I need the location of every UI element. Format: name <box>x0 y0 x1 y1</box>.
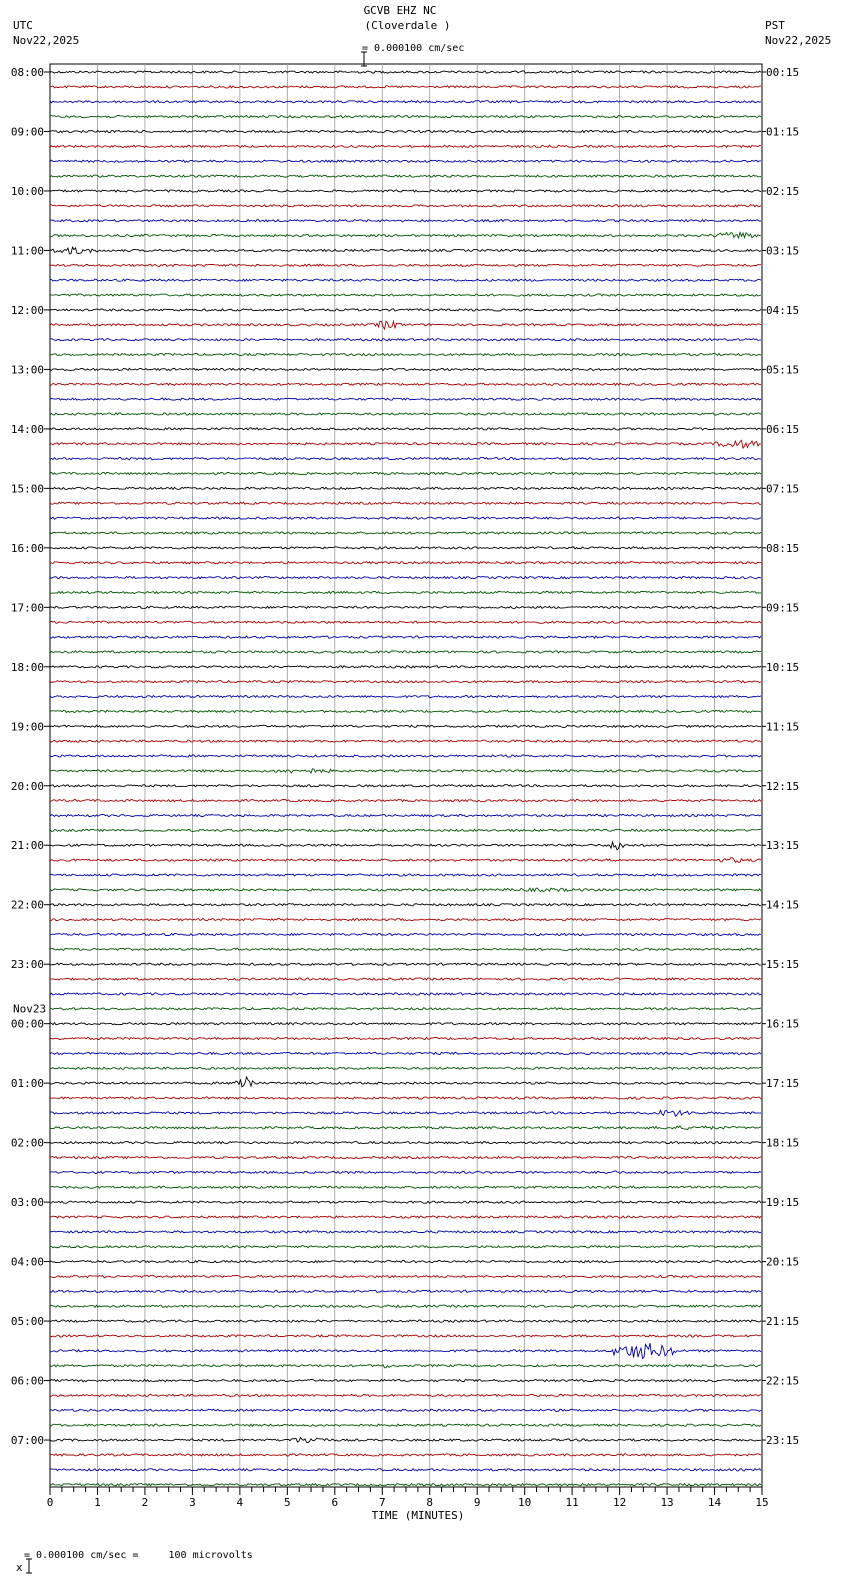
left-timezone: UTC <box>13 19 33 32</box>
trace-line <box>50 1216 761 1218</box>
trace-line <box>50 562 761 564</box>
pst-hour-label: 02:15 <box>766 184 800 198</box>
trace-line <box>50 695 761 697</box>
pst-hour-label: 21:15 <box>766 1315 800 1329</box>
utc-hour-label: 05:00 <box>10 1315 44 1329</box>
trace-line <box>50 1067 761 1069</box>
x-tick-label: 14 <box>707 1496 722 1509</box>
x-tick-label: 9 <box>473 1496 481 1509</box>
trace-line <box>50 116 761 118</box>
pst-hour-label: 22:15 <box>766 1374 800 1388</box>
trace-line <box>50 1409 761 1411</box>
trace-line <box>50 740 761 742</box>
trace-line <box>50 933 761 935</box>
x-tick-label: 6 <box>331 1496 339 1509</box>
station-title: GCVB EHZ NC <box>363 4 437 17</box>
trace-line <box>50 294 761 296</box>
x-tick-label: 1 <box>94 1496 101 1509</box>
trace-line <box>50 1008 761 1010</box>
trace-line <box>50 710 761 712</box>
utc-hour-label: 12:00 <box>10 303 44 317</box>
pst-hour-label: 07:15 <box>766 482 800 496</box>
utc-hour-label: 21:00 <box>10 839 44 853</box>
left-date: Nov22,2025 <box>13 34 80 47</box>
trace-line <box>50 1275 761 1277</box>
trace-line <box>50 547 761 549</box>
trace-line <box>50 755 761 757</box>
utc-hour-label: 13:00 <box>10 363 44 377</box>
x-tick-label: 7 <box>378 1496 386 1509</box>
pst-hour-label: 14:15 <box>766 898 800 912</box>
pst-hour-label: 19:15 <box>766 1196 800 1210</box>
x-tick-label: 5 <box>284 1496 291 1509</box>
trace-line <box>50 978 761 980</box>
trace-line <box>50 591 761 593</box>
trace-line <box>50 948 761 950</box>
trace-line <box>50 1077 761 1087</box>
trace-line <box>50 1380 761 1382</box>
pst-hour-label: 06:15 <box>766 422 800 436</box>
pst-hour-label: 20:15 <box>766 1255 800 1269</box>
trace-line <box>50 1437 761 1442</box>
pst-hour-label: 04:15 <box>766 303 800 317</box>
trace-line <box>50 398 761 400</box>
x-tick-label: 12 <box>612 1496 627 1509</box>
trace-line <box>50 1424 761 1426</box>
trace-line <box>50 1142 761 1144</box>
utc-hour-label: 15:00 <box>10 482 44 496</box>
pst-hour-label: 18:15 <box>766 1136 800 1150</box>
trace-line <box>50 309 761 311</box>
trace-line <box>50 1126 761 1130</box>
trace-line <box>50 175 761 177</box>
trace-line <box>50 86 761 88</box>
trace-line <box>50 220 761 222</box>
utc-date-change-label: Nov23 <box>13 1002 47 1016</box>
utc-hour-label: 00:00 <box>10 1017 44 1031</box>
trace-line <box>50 1201 761 1203</box>
trace-line <box>50 1110 761 1116</box>
trace-line <box>50 1335 761 1337</box>
trace-line <box>50 888 761 892</box>
trace-line <box>50 1365 761 1368</box>
trace-line <box>50 651 761 653</box>
trace-line <box>50 1156 761 1158</box>
trace-line <box>50 247 761 254</box>
trace-line <box>50 145 761 147</box>
x-tick-label: 3 <box>189 1496 196 1509</box>
trace-line <box>50 963 761 965</box>
utc-hour-label: 14:00 <box>10 422 44 436</box>
utc-hour-label: 22:00 <box>10 898 44 912</box>
trace-line <box>50 101 761 103</box>
trace-line <box>50 440 761 448</box>
utc-hour-label: 08:00 <box>10 66 44 79</box>
utc-hour-label: 02:00 <box>10 1136 44 1150</box>
utc-hour-label: 16:00 <box>10 541 44 555</box>
utc-hour-label: 17:00 <box>10 601 44 615</box>
x-tick-label: 11 <box>565 1496 579 1509</box>
x-tick-label: 4 <box>236 1496 244 1509</box>
trace-line <box>50 1484 761 1486</box>
utc-hour-label: 03:00 <box>10 1196 44 1210</box>
utc-hour-label: 01:00 <box>10 1077 44 1091</box>
trace-line <box>50 1305 761 1307</box>
trace-line <box>50 339 761 341</box>
trace-line <box>50 858 761 863</box>
trace-line <box>50 800 761 802</box>
trace-line <box>50 874 761 876</box>
utc-hour-label: 06:00 <box>10 1374 44 1388</box>
trace-line <box>50 353 761 355</box>
trace-line <box>50 769 761 773</box>
pst-hour-label: 16:15 <box>766 1017 800 1031</box>
utc-hour-label: 07:00 <box>10 1434 44 1448</box>
pst-hour-label: 10:15 <box>766 660 800 674</box>
trace-line <box>50 502 761 504</box>
trace-line <box>50 1038 761 1040</box>
x-axis-label: TIME (MINUTES) <box>371 1509 465 1522</box>
pst-hour-label: 17:15 <box>766 1077 800 1091</box>
pst-hour-label: 01:15 <box>766 125 800 139</box>
utc-hour-label: 10:00 <box>10 184 44 198</box>
trace-line <box>50 1023 761 1025</box>
utc-hour-label: 11:00 <box>10 244 44 258</box>
trace-line <box>50 1171 761 1174</box>
trace-line <box>50 279 761 281</box>
utc-hour-label: 20:00 <box>10 779 44 793</box>
trace-line <box>50 160 761 162</box>
plot-frame <box>50 64 762 1487</box>
trace-line <box>50 71 761 73</box>
pst-hour-label: 09:15 <box>766 601 800 615</box>
trace-line <box>50 829 761 831</box>
trace-line <box>50 205 761 207</box>
utc-hour-label: 23:00 <box>10 958 44 972</box>
pst-hour-label: 23:15 <box>766 1434 800 1448</box>
trace-line <box>50 1052 761 1054</box>
trace-line <box>50 264 761 266</box>
trace-line <box>50 814 761 816</box>
pst-hour-label: 00:15 <box>766 66 800 79</box>
trace-line <box>50 130 761 132</box>
right-timezone: PST <box>765 19 785 32</box>
trace-line <box>50 321 761 329</box>
trace-line <box>50 1231 761 1233</box>
svg-text:x: x <box>16 1561 23 1574</box>
trace-line <box>50 636 761 638</box>
trace-line <box>50 1261 761 1263</box>
trace-line <box>50 725 761 727</box>
utc-hour-label: 19:00 <box>10 720 44 734</box>
trace-line <box>50 666 761 668</box>
utc-hour-label: 18:00 <box>10 660 44 674</box>
trace-line <box>50 1469 761 1471</box>
x-tick-label: 15 <box>755 1496 769 1509</box>
x-tick-label: 13 <box>660 1496 674 1509</box>
trace-line <box>50 487 761 489</box>
trace-line <box>50 919 761 921</box>
trace-line <box>50 232 761 238</box>
x-tick-label: 8 <box>426 1496 434 1509</box>
x-tick-label: 2 <box>141 1496 149 1509</box>
trace-line <box>50 428 761 430</box>
station-location: (Cloverdale ) <box>364 19 451 32</box>
trace-line <box>50 190 761 192</box>
pst-hour-label: 12:15 <box>766 779 800 793</box>
trace-line <box>50 517 761 519</box>
trace-line <box>50 532 761 534</box>
right-date: Nov22,2025 <box>765 34 832 47</box>
trace-line <box>50 472 761 474</box>
trace-line <box>50 1454 761 1456</box>
pst-hour-label: 05:15 <box>766 363 800 377</box>
scale-label: = 0.000100 cm/sec <box>362 43 465 54</box>
x-tick-label: 10 <box>518 1496 532 1509</box>
trace-line <box>50 1320 761 1322</box>
trace-line <box>50 577 761 579</box>
trace-line <box>50 606 761 608</box>
pst-hour-label: 15:15 <box>766 958 800 972</box>
trace-line <box>50 1343 761 1358</box>
trace-line <box>50 1186 761 1188</box>
trace-line <box>50 1246 761 1248</box>
pst-hour-label: 13:15 <box>766 839 800 853</box>
utc-hour-label: 04:00 <box>10 1255 44 1269</box>
trace-line <box>50 904 761 906</box>
pst-hour-label: 03:15 <box>766 244 800 258</box>
trace-line <box>50 842 761 850</box>
trace-line <box>50 1097 761 1099</box>
trace-line <box>50 993 761 995</box>
trace-line <box>50 413 761 415</box>
footer-scale-label: = 0.000100 cm/sec = 100 microvolts <box>24 1550 253 1561</box>
trace-line <box>50 368 761 370</box>
pst-hour-label: 11:15 <box>766 720 800 734</box>
trace-line <box>50 621 761 623</box>
trace-line <box>50 1290 761 1292</box>
trace-line <box>50 681 761 683</box>
x-tick-label: 0 <box>46 1496 54 1509</box>
trace-line <box>50 383 761 385</box>
trace-line <box>50 1394 761 1396</box>
utc-hour-label: 09:00 <box>10 125 44 139</box>
pst-hour-label: 08:15 <box>766 541 800 555</box>
trace-line <box>50 458 761 460</box>
trace-line <box>50 785 761 787</box>
